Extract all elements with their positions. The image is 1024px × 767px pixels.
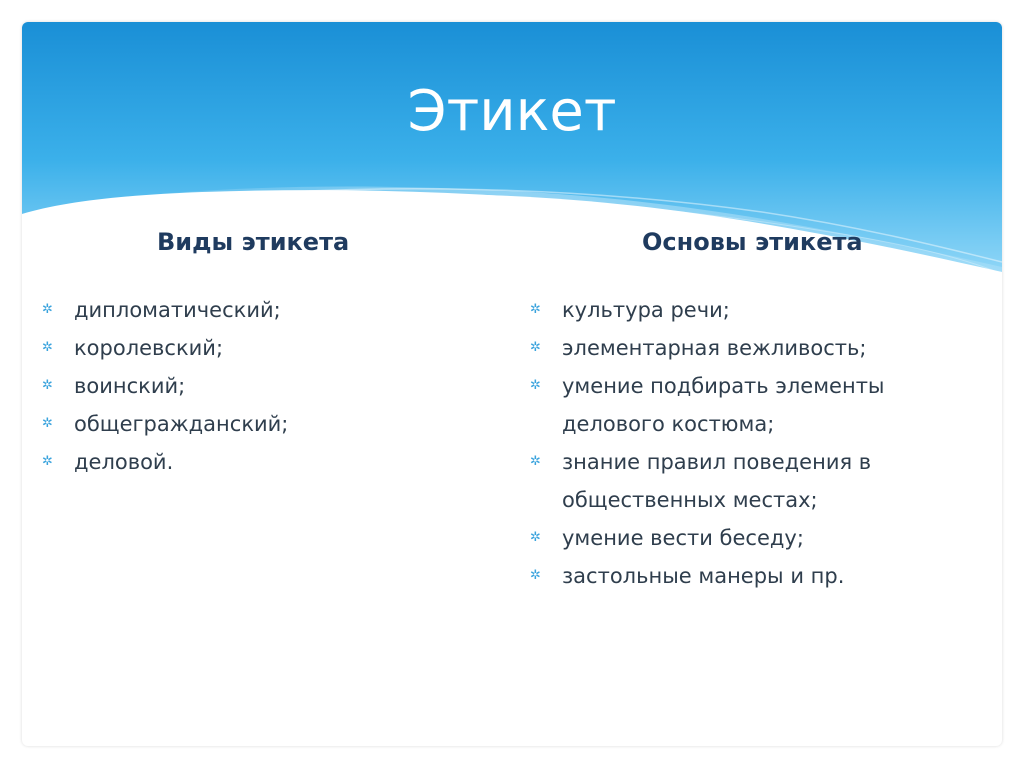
list-item xyxy=(530,557,940,595)
asterisk-icon: ✲ xyxy=(530,302,541,317)
list-item-text: общегражданский; xyxy=(74,412,289,436)
list-item xyxy=(530,291,940,329)
list-item-text: дипломатический; xyxy=(74,298,281,322)
list-item xyxy=(42,329,442,367)
slide-title: Этикет xyxy=(407,79,617,144)
list-item-text: королевский; xyxy=(74,336,224,360)
asterisk-icon: ✲ xyxy=(530,568,541,583)
list-item xyxy=(530,519,940,557)
list-item xyxy=(530,443,940,519)
left-bullet-list xyxy=(42,291,442,481)
asterisk-icon: ✲ xyxy=(530,340,541,355)
list-item-text: воинский; xyxy=(74,374,186,398)
list-item-text: умение подбирать элементы делового костюма; xyxy=(562,374,885,436)
asterisk-icon: ✲ xyxy=(530,378,541,393)
left-column-heading: Виды этикета xyxy=(157,228,350,256)
list-item xyxy=(42,443,442,481)
list-item xyxy=(530,367,940,443)
asterisk-icon: ✲ xyxy=(42,302,53,317)
list-item-text: элементарная вежливость; xyxy=(562,336,867,360)
right-column-heading: Основы этикета xyxy=(642,228,863,256)
asterisk-icon: ✲ xyxy=(530,530,541,545)
list-item-text: культура речи; xyxy=(562,298,730,322)
asterisk-icon: ✲ xyxy=(530,454,541,469)
slide xyxy=(22,22,1002,746)
list-item-text: деловой. xyxy=(74,450,174,474)
asterisk-icon: ✲ xyxy=(42,378,53,393)
header-wave-background xyxy=(22,22,1002,302)
list-item-text: застольные манеры и пр. xyxy=(562,564,845,588)
asterisk-icon: ✲ xyxy=(42,340,53,355)
list-item xyxy=(42,291,442,329)
list-item xyxy=(42,367,442,405)
list-item-text: умение вести беседу; xyxy=(562,526,804,550)
list-item-text: знание правил поведения в общественных местах; xyxy=(562,450,872,512)
asterisk-icon: ✲ xyxy=(42,454,53,469)
asterisk-icon: ✲ xyxy=(42,416,53,431)
list-item xyxy=(530,329,940,367)
list-item xyxy=(42,405,442,443)
right-bullet-list xyxy=(530,291,940,595)
